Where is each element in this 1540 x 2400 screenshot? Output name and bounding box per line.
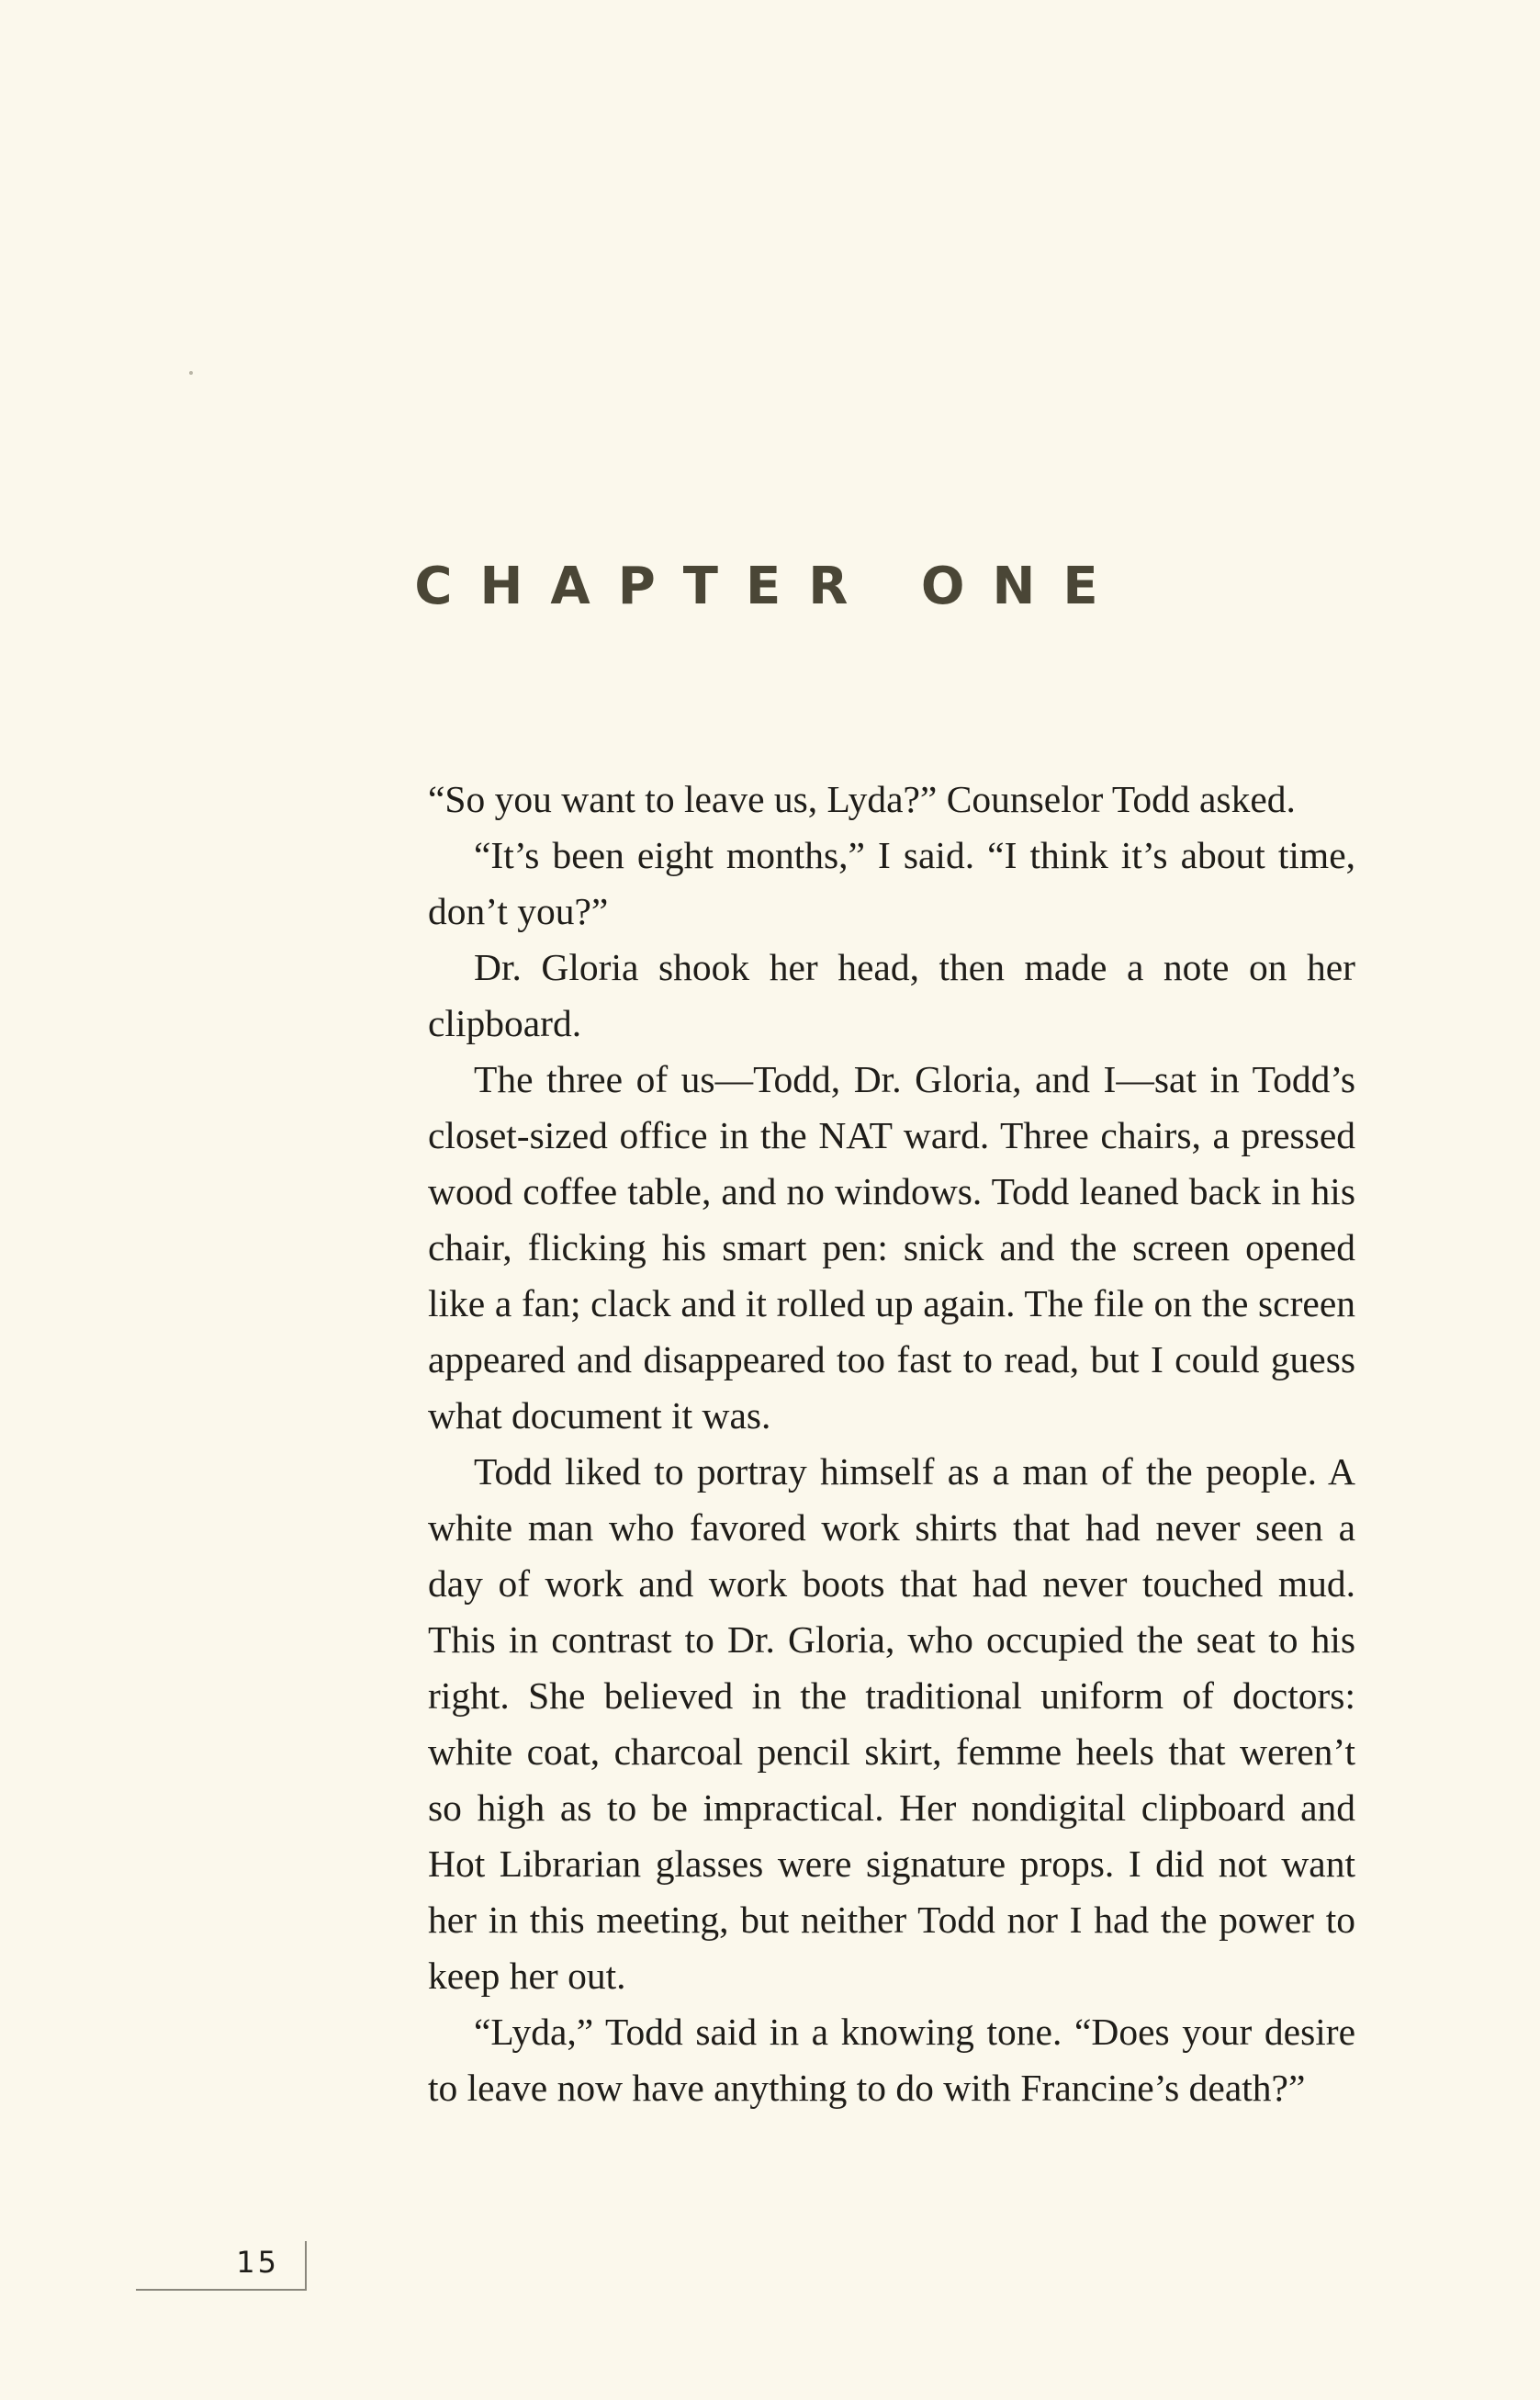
page-folio [136, 2241, 307, 2291]
paragraph-3: Dr. Gloria shook her head, then made a note on her clipboard. [428, 946, 1355, 1044]
paragraph-4: The three of us—Todd, Dr. Gloria, and I—sat in Todd’s closet-sized office in the NAT ward. Three chairs, a pressed wood coffee table, and no windows. Todd leaned back in his chair, flicking his smart pen: snick and the screen opened like a fan; clack and it rolled up again. The file on the screen appeared and disappeared too fast to read, but I could guess what document it was. [428, 1058, 1355, 1437]
paragraph-5: Todd liked to portray himself as a man of the people. A white man who favored work shirts that had never seen a day of work and work boots that had never touched mud. This in contrast to Dr. Gloria, who occupied the seat to his right. She believed in the traditional uniform of doctors: white coat, charcoal pencil skirt, femme heels that weren’t so high as to be impractical. Her nondigital clipboard and Hot Librarian glasses were signature props. I did not want her in this meeting, but neither Todd nor I had the power to keep her out. [428, 1450, 1355, 1997]
paragraph-6: “Lyda,” Todd said in a knowing tone. “Does your desire to leave now have anything to do with Francine’s death?” [428, 2011, 1355, 2109]
chapter-heading: CHAPTER ONE [414, 556, 1126, 616]
page-number: 15 [236, 2245, 279, 2280]
paragraph-1: “So you want to leave us, Lyda?” Counselor Todd asked. [428, 778, 1296, 820]
scan-speck [189, 371, 193, 375]
folio-rule-vertical [305, 2241, 307, 2291]
folio-rule-horizontal [136, 2289, 307, 2291]
paragraph-2: “It’s been eight months,” I said. “I think it’s about time, don’t you?” [428, 834, 1355, 932]
body-text [428, 772, 1355, 2116]
